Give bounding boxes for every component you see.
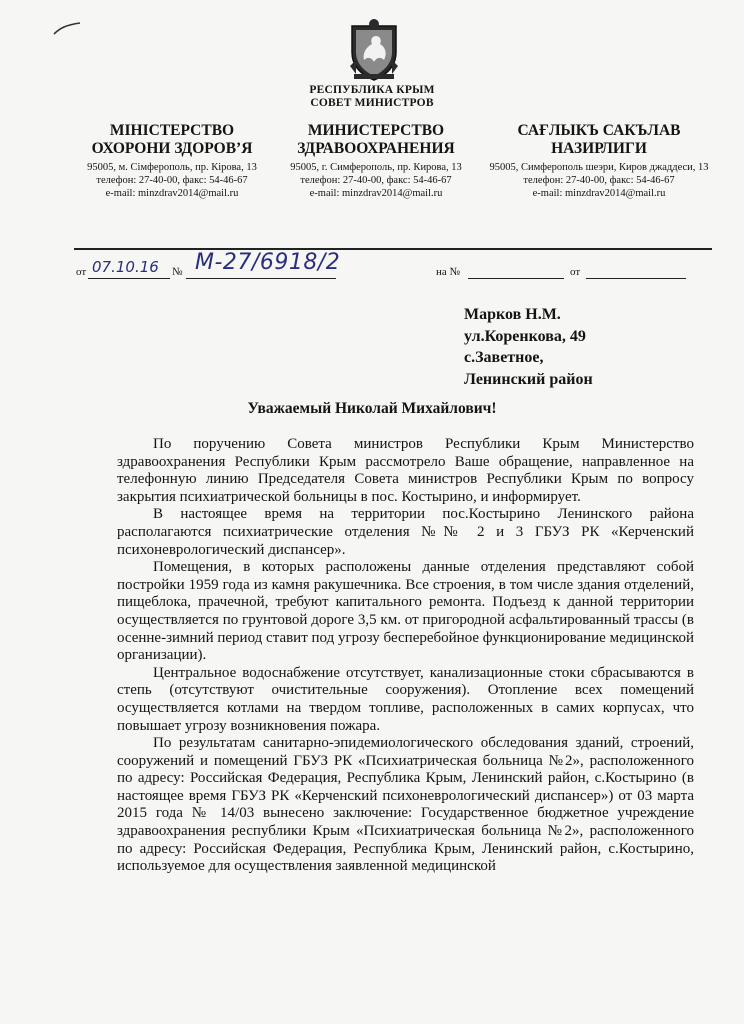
incoming-date-blank	[586, 278, 686, 279]
crimea-coat-of-arms-icon	[346, 16, 402, 82]
ministry-title: МИНИСТЕРСТВО	[307, 122, 445, 139]
body-paragraph: По поручению Совета министров Республики Крым Министерство здравоохранения Республики Крым рассмотрело Ваше обращение, направленное на телефонную линию Председателя Совета министров Республики Крым по вопросу закрытия психиатрической больницы в пос. Костырино, и информирует.	[117, 436, 694, 505]
ref-number-label: №	[172, 266, 183, 278]
council-name: СОВЕТ МИНИСТРОВ	[310, 97, 434, 109]
header-divider	[74, 248, 712, 250]
incoming-number-label: на №	[436, 266, 461, 278]
republic-heading	[0, 84, 744, 110]
greeting: Уважаемый Николай Михайлович!	[247, 400, 497, 417]
ministry-phone: телефон: 27-40-00, факс: 54-46-67	[96, 175, 248, 186]
addressee-block	[464, 304, 593, 390]
ministry-title: ОХОРОНИ ЗДОРОВ’Я	[91, 140, 253, 157]
ministry-contacts	[476, 161, 722, 200]
ministry-email: e-mail: minzdrav2014@mail.ru	[309, 188, 443, 199]
header-column-crimean-tatar	[476, 122, 722, 200]
ministry-contacts	[276, 161, 476, 200]
ref-date-handwritten: 07.10.16	[92, 258, 159, 276]
letter-body	[117, 436, 694, 876]
ministry-title: НАЗИРЛИГИ	[551, 140, 647, 157]
header-column-ukrainian	[68, 122, 276, 200]
ministry-phone: телефон: 27-40-00, факс: 54-46-67	[523, 175, 675, 186]
republic-name: РЕСПУБЛИКА КРЫМ	[309, 84, 435, 96]
body-paragraph: По результатам санитарно-эпидемиологического обследования зданий, строений, сооружений и помещений ГБУЗ РК «Психиатрическая больница №2», расположенного по адресу: Российская Федерация, Республика Крым, Ленинский район, с.Костырино (в настоящее время ГБУЗ РК «Керченский психоневрологический диспансер») от 03 марта 2015 года № 14/03 вынесено заключение: Государственное бюджетное учреждение здравоохранения республики Крым «Психиатрическая больница №2», расположенного по адресу: Российская Федерация, Республика Крым, Ленинский район, с.Костырино, используемое для осуществления заявленной медицинской	[117, 735, 694, 875]
ref-number-underline	[186, 278, 336, 279]
ministry-address: 95005, м. Сімферополь, пр. Кірова, 13	[87, 162, 257, 173]
addressee-name: Марков Н.М.	[464, 306, 561, 323]
body-paragraph: В настоящее время на территории пос.Костырино Ленинского района располагаются психиатрические отделения №№ 2 и 3 ГБУЗ РК «Керченский психоневрологический диспансер».	[117, 506, 694, 558]
ministry-email: e-mail: minzdrav2014@mail.ru	[532, 188, 666, 199]
ref-date-label: от	[76, 266, 87, 278]
ministry-contacts	[68, 161, 276, 200]
pen-mark-icon	[52, 22, 82, 36]
ref-number-handwritten: М-27/6918/2	[195, 250, 341, 275]
incoming-date-label: от	[570, 266, 581, 278]
body-paragraph: Центральное водоснабжение отсутствует, канализационные стоки сбрасываются в степь (отсутствуют очистительные сооружения). Отопление всех помещений осуществляется котлами на твердом топливе, расположенных в самих корпусах, что повышает угрозу возникновения пожара.	[117, 664, 694, 734]
ministry-title: САҒЛЫКЪ САКЪЛАВ	[517, 122, 681, 139]
addressee-street: ул.Коренкова, 49	[464, 327, 586, 345]
addressee-district: Ленинский район	[464, 370, 593, 388]
ministry-title: МІНІСТЕРСТВО	[109, 122, 235, 139]
incoming-number-blank	[468, 278, 564, 279]
addressee-village: с.Заветное,	[464, 349, 544, 366]
ministry-address: 95005, Симферополь шеэри, Киров джаддеси, 13	[489, 162, 709, 173]
ministry-phone: телефон: 27-40-00, факс: 54-46-67	[300, 175, 452, 186]
header-column-russian	[276, 122, 476, 200]
ministry-email: e-mail: minzdrav2014@mail.ru	[105, 188, 239, 199]
body-paragraph: Помещения, в которых расположены данные отделения представляют собой постройки 1959 года из камня ракушечника. Все строения, в том числе здания отделений, пищеблока, прачечной, требуют капитального ремонта. Подъезд к данной территории осуществляется по грунтовой дороге 3,5 км. от пригородной асфальтированный трассы (в осенне-зимний период ставит под угрозу бесперебойное функционирование медицинской организации).	[117, 559, 694, 664]
ministry-title: ЗДРАВООХРАНЕНИЯ	[297, 140, 455, 157]
ref-date-underline	[88, 278, 170, 279]
ministry-address: 95005, г. Симферополь, пр. Кирова, 13	[290, 162, 462, 173]
